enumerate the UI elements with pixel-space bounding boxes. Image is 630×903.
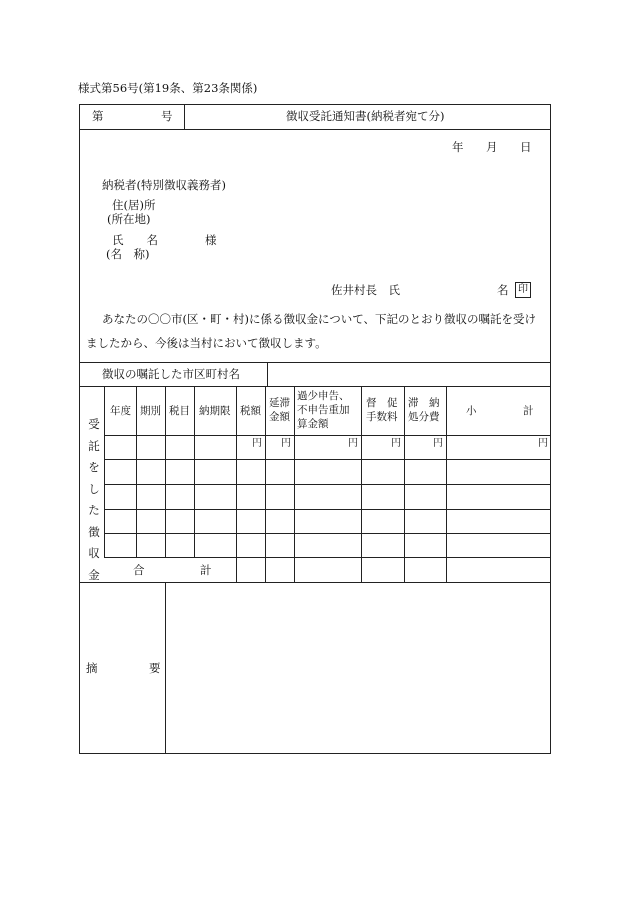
number-prefix: 第 <box>92 109 104 123</box>
header-deadline: 納期限 <box>199 405 231 417</box>
table-row-line <box>104 533 551 534</box>
table-side-label: 受 託 を し た 徴 収 金 <box>88 417 100 582</box>
table-header-line <box>104 435 551 436</box>
yen-unit: 円 <box>281 438 291 449</box>
header-delay-1: 延滞 <box>269 397 290 409</box>
col-line <box>294 386 295 582</box>
header-disposal-1: 滞 納 <box>408 397 440 409</box>
yen-unit: 円 <box>538 438 548 449</box>
notice-text-line2: ましたから、今後は当村において徴収します。 <box>86 336 327 350</box>
header-delay-2: 金額 <box>269 411 290 423</box>
side-label-separator <box>104 386 105 557</box>
col-line <box>265 386 266 582</box>
address-label: 住(居)所 <box>112 198 156 212</box>
header-penalty-3: 算金額 <box>297 418 329 430</box>
table-row-line <box>104 509 551 510</box>
honorific: 様 <box>205 233 217 247</box>
table-row-line <box>104 484 551 485</box>
remarks-label-2: 要 <box>149 661 161 675</box>
date-day: 日 <box>520 140 532 154</box>
col-line <box>361 386 362 582</box>
header-tax-amount: 税額 <box>240 405 261 417</box>
total-divider <box>79 582 551 583</box>
org-name-label: (名 称) <box>106 247 150 261</box>
document-title: 徴収受託通知書(納税者宛て分) <box>286 109 445 123</box>
col-line <box>404 386 405 582</box>
city-separator <box>267 362 268 386</box>
total-label-2: 計 <box>200 563 212 577</box>
header-year: 年度 <box>110 405 131 417</box>
header-penalty-1: 過少申告、 <box>297 390 350 402</box>
seal-mark: 印 <box>515 282 531 298</box>
number-suffix: 号 <box>161 109 173 123</box>
header-demand-1: 督 促 <box>366 397 398 409</box>
total-label-1: 合 <box>133 563 145 577</box>
yen-unit: 円 <box>252 438 262 449</box>
table-row-line <box>104 459 551 460</box>
header-tax-item: 税目 <box>169 405 190 417</box>
yen-unit: 円 <box>433 438 443 449</box>
col-line <box>136 386 137 557</box>
col-line <box>446 386 447 582</box>
yen-unit: 円 <box>348 438 358 449</box>
taxpayer-heading: 納税者(特別徴収義務者) <box>102 178 226 192</box>
remarks-separator <box>165 582 166 754</box>
form-label: 様式第56号(第19条、第23条関係) <box>78 81 258 95</box>
remarks-label-1: 摘 <box>86 661 98 675</box>
body-divider <box>79 362 551 363</box>
notice-text-line1: あなたの〇〇市(区・町・村)に係る徴収金について、下記のとおり徴収の嘱託を受け <box>102 312 537 326</box>
table-row-line <box>104 557 551 558</box>
col-line <box>165 386 166 557</box>
name-label: 氏 名 <box>112 233 158 247</box>
date-month: 月 <box>486 140 498 154</box>
sender-title: 佐井村長 氏 <box>331 283 400 297</box>
yen-unit: 円 <box>391 438 401 449</box>
header-separator <box>184 104 185 129</box>
date-year: 年 <box>452 140 464 154</box>
location-label: (所在地) <box>107 212 151 226</box>
header-penalty-2: 不申告重加 <box>297 404 350 416</box>
header-demand-2: 手数料 <box>366 411 398 423</box>
delegating-city-label: 徴収の嘱託した市区町村名 <box>102 367 240 381</box>
header-period: 期別 <box>140 405 161 417</box>
city-divider <box>79 386 551 387</box>
col-line <box>194 386 195 557</box>
header-subtotal-2: 計 <box>523 405 534 417</box>
sender-name-char: 名 <box>497 283 509 297</box>
header-disposal-2: 処分費 <box>408 411 440 423</box>
header-divider <box>79 129 551 130</box>
col-line <box>236 386 237 582</box>
header-subtotal-1: 小 <box>466 405 477 417</box>
